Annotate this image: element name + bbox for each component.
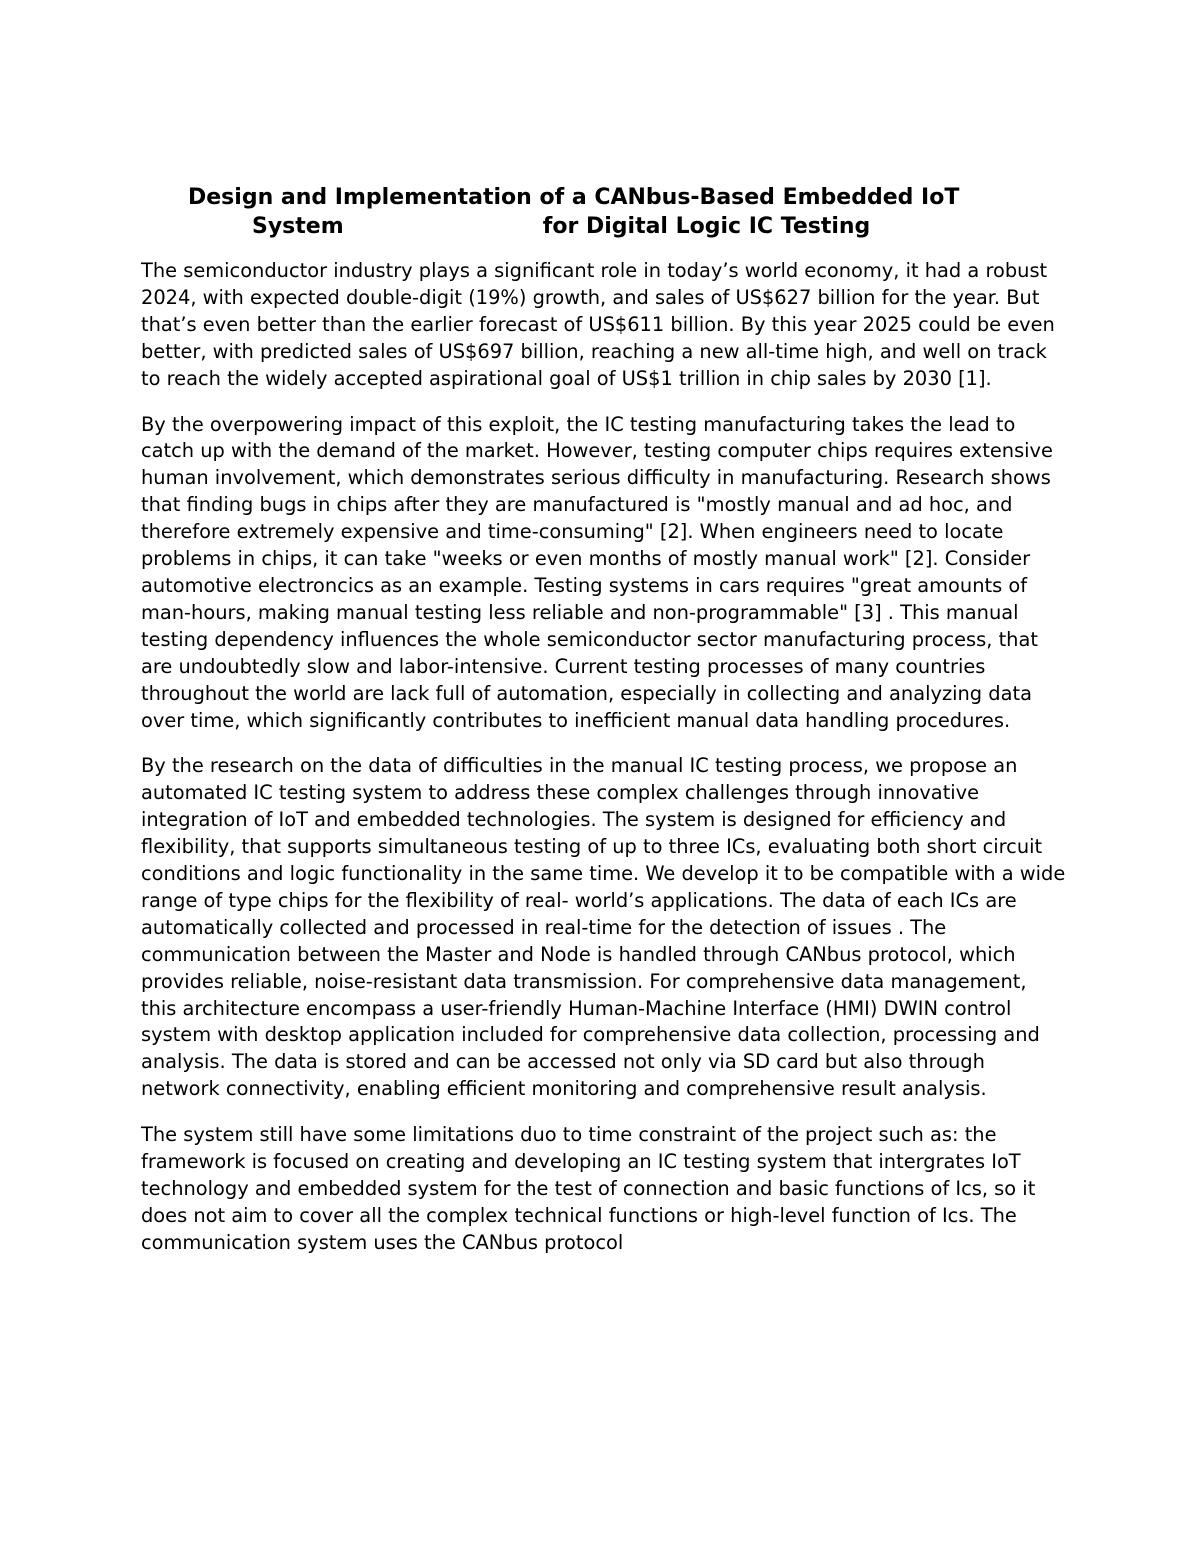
title-line-2: System for Digital Logic IC Testing [252, 214, 871, 239]
paragraph-4: The system still have some limitations duo to time constraint of the project such as: the framework is focused on creating and developing an IC testing system that intergrates IoT technology and embedded system for the test of connection and basic functions of Ics, so it does not aim to cover all the complex technical functions or high-level function of Ics. The communication system uses the CANbus protocol [141, 1123, 1036, 1254]
document-title [140, 183, 1060, 241]
document-body [141, 258, 1066, 1276]
paragraph-3: By the research on the data of difficulties in the manual IC testing process, we propose an automated IC testing system to address these complex challenges through innovative integration of IoT and embedded technologies. The system is designed for efficiency and flexibility, that supports simultaneous testing of up to three ICs, evaluating both short circuit conditions and logic functionality in the same time. We develop it to be compatible with a wide range of type chips for the flexibility of real- world’s applications. The data of each ICs are automatically collected and processed in real-time for the detection of issues . The communication between the Master and Node is handled through CANbus protocol, which provides reliable, noise-resistant data transmission. For comprehensive data management, this architecture encompass a user-friendly Human-Machine Interface (HMI) DWIN control system with desktop application included for comprehensive data collection, processing and analysis. The data is stored and can be accessed not only via SD card but also through network connectivity, enabling efficient monitoring and comprehensive result analysis. [141, 754, 1066, 1101]
title-line-1: Design and Implementation of a CANbus-Based Embedded IoT [188, 185, 960, 210]
paragraph-2: By the overpowering impact of this exploit, the IC testing manufacturing takes the lead to catch up with the demand of the market. However, testing computer chips requires extensive human involvement, which demonstrates serious difficulty in manufacturing. Research shows that finding bugs in chips after they are manufactured is "mostly manual and ad hoc, and therefore extremely expensive and time-consuming" [2]. When engineers need to locate problems in chips, it can take "weeks or even months of mostly manual work" [2]. Consider automotive electroncics as an example. Testing systems in cars requires "great amounts of man-hours, making manual testing less reliable and non-programmable" [3] . This manual testing dependency influences the whole semiconductor sector manufacturing process, that are undoubtedly slow and labor-intensive. Current testing processes of many countries throughout the world are lack full of automation, especially in collecting and analyzing data over time, which significantly contributes to inefficient manual data handling procedures. [141, 412, 1053, 732]
paragraph-1: The semiconductor industry plays a significant role in today’s world economy, it had a robust 2024, with expected double-digit (19%) growth, and sales of US$627 billion for the year. But that’s even better than the earlier forecast of US$611 billion. By this year 2025 could be even better, with predicted sales of US$697 billion, reaching a new all-time high, and well on track to reach the widely accepted aspirational goal of US$1 trillion in chip sales by 2030 [1]. [141, 259, 1055, 390]
